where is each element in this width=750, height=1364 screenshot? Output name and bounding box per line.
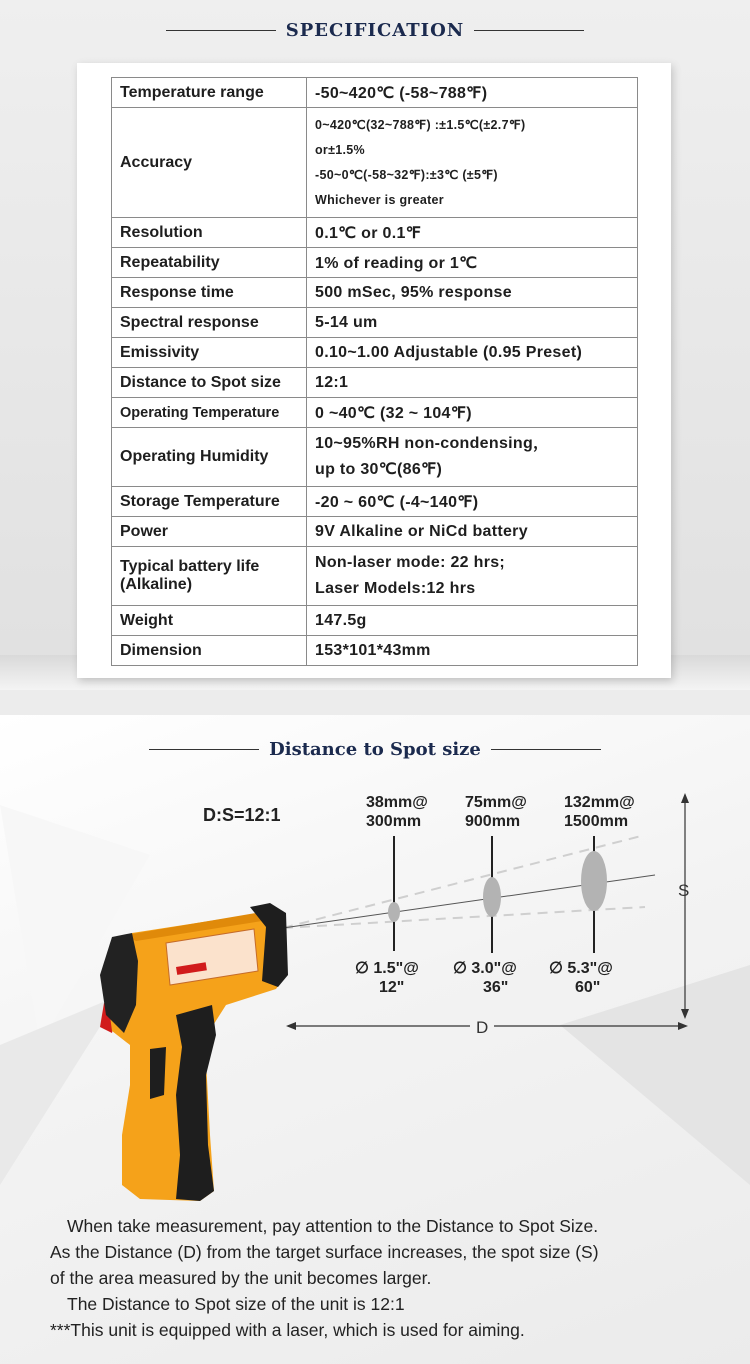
spec-key: Temperature range	[112, 78, 307, 108]
spec-value: 153*101*43mm	[307, 636, 638, 666]
title-rule-left	[166, 30, 276, 31]
humidity-line: 10~95%RH non-condensing，	[315, 435, 550, 452]
spec-key: Operating Temperature	[112, 398, 307, 428]
spec-title-row	[0, 20, 750, 41]
d-label: D	[476, 1018, 489, 1037]
table-row	[112, 308, 638, 338]
spot-inch-label	[355, 959, 419, 997]
distance-section	[0, 715, 750, 1364]
table-row	[112, 487, 638, 517]
spot-inch-top: ∅ 3.0"@	[453, 960, 517, 977]
spot-inch-top: ∅ 1.5"@	[355, 960, 419, 977]
thermometer-gun-icon	[100, 903, 288, 1201]
spec-key: Resolution	[112, 218, 307, 248]
measurement-note	[50, 1213, 710, 1343]
bg-facet	[560, 965, 750, 1185]
spot-mm-top: 132mm@	[564, 794, 635, 811]
spot-mm-bottom: 1500mm	[564, 813, 629, 830]
spec-board	[77, 63, 671, 678]
table-row	[112, 218, 638, 248]
spot-ellipse-3	[581, 851, 607, 911]
spec-key: Dimension	[112, 636, 307, 666]
spec-key: Storage Temperature	[112, 487, 307, 517]
spec-value: 0.1℃ or 0.1℉	[307, 218, 638, 248]
ds-ratio-label: D:S=12:1	[203, 805, 281, 825]
spec-value: 500 mSec, 95% response	[307, 278, 638, 308]
spot-mm-label	[465, 793, 527, 831]
spec-key: Response time	[112, 278, 307, 308]
spec-value: 12:1	[307, 368, 638, 398]
spec-value: 0 ~40℃ (32 ~ 104℉)	[307, 398, 638, 428]
spot-inch-bottom: 36"	[483, 979, 509, 996]
table-row	[112, 108, 638, 218]
spot-mm-label	[366, 793, 428, 831]
spec-key: Weight	[112, 606, 307, 636]
spec-value: 147.5g	[307, 606, 638, 636]
spec-value: 1% of reading or 1℃	[307, 248, 638, 278]
spec-key: Operating Humidity	[112, 428, 307, 487]
spec-key: Accuracy	[112, 108, 307, 218]
table-row	[112, 636, 638, 666]
table-row	[112, 517, 638, 547]
note-line: The Distance to Spot size of the unit is 12:1	[67, 1294, 405, 1314]
table-row	[112, 248, 638, 278]
spot-mm-label	[564, 793, 635, 831]
spot-inch-bottom: 12"	[379, 979, 405, 996]
spot-inch-bottom: 60"	[575, 979, 601, 996]
beam-lower-edge	[283, 907, 645, 928]
note-line: As the Distance (D) from the target surface increases, the spot size (S)	[50, 1242, 599, 1262]
accuracy-line: 0~420℃(32~788℉) :±1.5℃(±2.7℉)	[315, 117, 526, 132]
title-rule-right	[474, 30, 584, 31]
spec-value: 5-14 um	[307, 308, 638, 338]
spot-mm-top: 38mm@	[366, 794, 428, 811]
accuracy-line: -50~0℃(-58~32℉):±3℃ (±5℉)	[315, 167, 498, 182]
spot-mm-bottom: 900mm	[465, 813, 521, 830]
arrow-left-icon	[286, 1022, 296, 1030]
spec-key	[112, 547, 307, 606]
spec-value: -50~420℃ (-58~788℉)	[307, 78, 638, 108]
spot-inch-top: ∅ 5.3"@	[549, 960, 613, 977]
battery-key-line: (Alkaline)	[120, 576, 193, 593]
spec-key: Repeatability	[112, 248, 307, 278]
spec-key: Distance to Spot size	[112, 368, 307, 398]
spec-value	[307, 108, 638, 218]
spot-mm-bottom: 300mm	[366, 813, 422, 830]
table-row	[112, 338, 638, 368]
table-row	[112, 368, 638, 398]
spec-value	[307, 428, 638, 487]
spec-value: -20 ~ 60℃ (-4~140℉)	[307, 487, 638, 517]
table-row	[112, 78, 638, 108]
table-row	[112, 547, 638, 606]
note-line: of the area measured by the unit becomes larger.	[50, 1268, 432, 1288]
spot-inch-label	[453, 959, 517, 997]
spec-value: 9V Alkaline or NiCd battery	[307, 517, 638, 547]
table-row	[112, 606, 638, 636]
spec-value	[307, 547, 638, 606]
spec-value: 0.10~1.00 Adjustable (0.95 Preset)	[307, 338, 638, 368]
distance-title: Distance to Spot size	[269, 739, 481, 760]
table-row	[112, 278, 638, 308]
spot-inch-label	[549, 959, 613, 997]
accuracy-line: Whichever is greater	[315, 192, 444, 207]
spot-ellipse-1	[388, 902, 400, 922]
humidity-line: up to 30℃(86℉)	[315, 461, 443, 478]
spot-mm-top: 75mm@	[465, 794, 527, 811]
note-line: When take measurement, pay attention to the Distance to Spot Size.	[67, 1216, 599, 1236]
table-row	[112, 398, 638, 428]
table-row	[112, 428, 638, 487]
spec-title: SPECIFICATION	[285, 20, 465, 41]
spec-table	[111, 77, 638, 666]
spec-key: Spectral response	[112, 308, 307, 338]
s-label: S	[678, 881, 690, 900]
spec-key: Emissivity	[112, 338, 307, 368]
note-line: ***This unit is equipped with a laser, which is used for aiming.	[50, 1320, 525, 1340]
battery-line: Laser Models:12 hrs	[315, 580, 476, 597]
spot-ellipse-2	[483, 877, 501, 917]
battery-key-line: Typical battery life	[120, 558, 260, 575]
arrow-up-icon	[681, 793, 689, 803]
accuracy-line: or±1.5%	[315, 142, 365, 157]
battery-line: Non-laser mode: 22 hrs;	[315, 554, 506, 571]
spec-key: Power	[112, 517, 307, 547]
